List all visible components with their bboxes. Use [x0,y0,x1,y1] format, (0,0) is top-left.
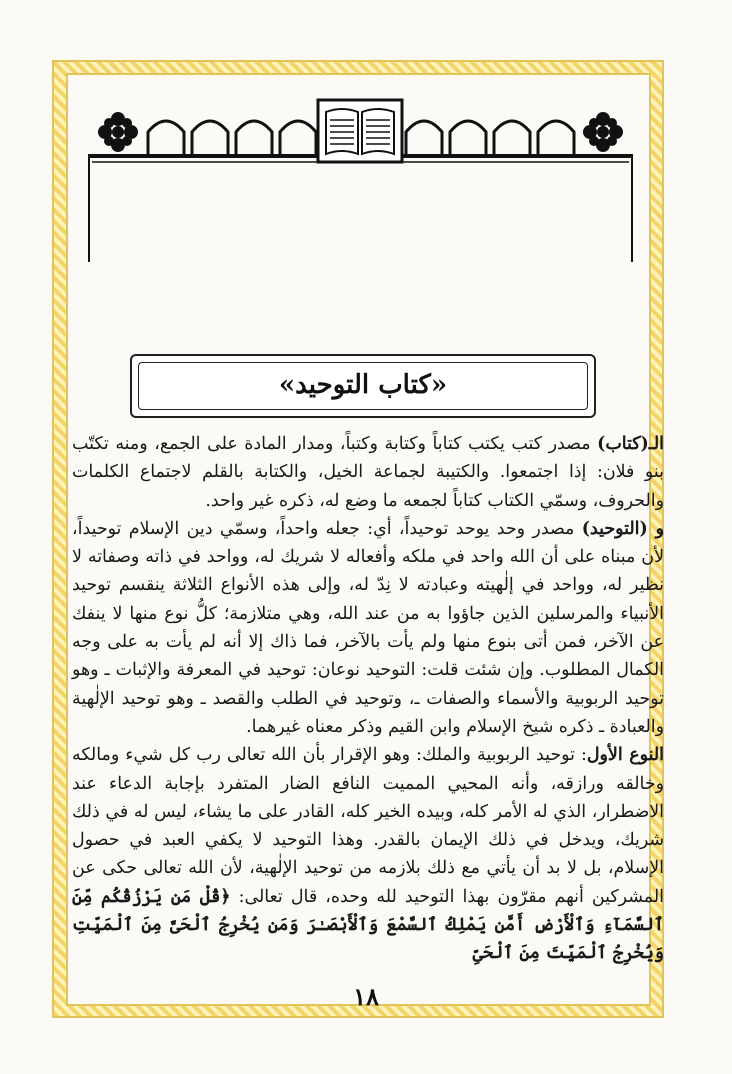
rosette-flower-icon [583,112,623,152]
open-book-icon [318,100,402,162]
paragraph-text: : توحيد الربوبية والملك: وهو الإقرار بأن الله تعالى رب كل شيء ومالكه وخالقه ورازقه، وأنه المحيي المميت النافع الضار المتفرد بإجابة الدعاء عند الاضطرار، الذي له الأمر كله، وبيده الخير كله، القادر على ما يشاء، ليس له في ذلك شريك، ويدخل في ذلك الإيمان بالقدر. وهذا التوحيد لا يكفي العبد في حصول الإسلام، بل لا بد أن يأتي مع ذلك بلازمه من توحيد الإلٰهية، لأن الله تعالى حكى عن المشركين أنهم مقرّون بهذا التوحيد لله وحده، قال تعالى: [72,745,664,907]
term-tawhid: و (التوحيد) [581,518,664,539]
page-number: ١٨ [353,982,379,1011]
header-bracket [88,156,633,262]
rosette-flower-icon [98,112,138,152]
paragraph [72,430,664,515]
body-text [72,430,664,968]
chapter-title-box [130,354,596,418]
term-first-type: النوع الأول [586,745,664,766]
term-kitab: الـ(كتاب) [597,434,664,454]
chapter-title: «كتاب التوحيد» [278,370,448,400]
paragraph [72,741,664,967]
chapter-header-ornament [88,92,633,292]
paragraph-text: مصدر وحد يوحد توحيداً، أي: جعله واحداً، وسمّي دين الإسلام توحيداً، لأن مبناه على أن الله واحد في ملكه وأفعاله لا شريك له، وواحد في ذاته وصفاته لا نظير له، وواحد في إلٰهيته وعبادته لا نِدّ له، وإلى هذه الأنواع الثلاثة ينقسم توحيد الأنبياء والمرسلين الذين جاؤوا به من عند الله، وهي متلازمة؛ كلُّ نوع منها لا ينفك عن الآخر، فمن أتى بنوع منها ولم يأت بالآخر، فما ذاك إلا أنه لم يأت به على وجه الكمال المطلوب. وإن شئت قلت: التوحيد نوعان: توحيد في المعرفة والإثبات ـ وهو توحيد الربوبية والأسماء والصفات ـ، وتوحيد في الطلب والقصد ـ وهو توحيد الإلٰهية والعبادة ـ ذكره شيخ الإسلام وابن القيم وذكر معناه غيرهما. [72,518,664,737]
quran-verse: ﴿قُلْ مَن يَرْزُقُكُم مِّنَ ٱلسَّمَآءِ وَٱلْأَرْضِ أَمَّن يَمْلِكُ ٱلسَّمْعَ وَٱلْأَبْصَـٰرَ وَمَن يُخْرِجُ ٱلْحَىَّ مِنَ ٱلْمَيِّتِ وَيُخْرِجُ ٱلْمَيِّتَ مِنَ ٱلْحَىِّ [72,886,664,964]
paragraph [72,515,664,741]
paragraph-text: مصدر كتب يكتب كتاباً وكتابة وكتباً، ومدار المادة على الجمع، ومنه تكتّب بنو فلان: إذا اجتمعوا. والكتيبة لجماعة الخيل، والكتابة بالقلم لاجتماع الكلمات والحروف، وسمّي الكتاب كتاباً لجمعه ما وضع له، ذكره غير واحد. [72,434,664,511]
